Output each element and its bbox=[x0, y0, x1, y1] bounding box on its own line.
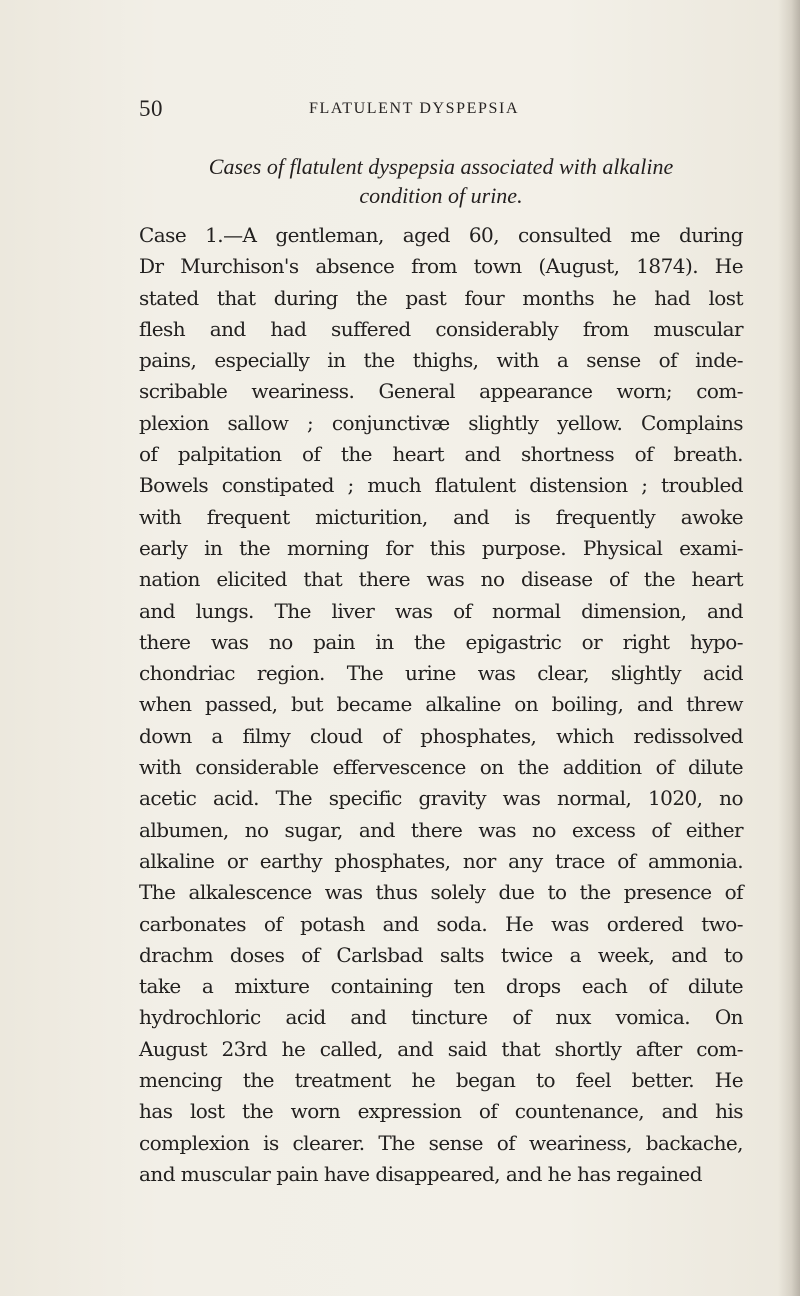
text-line: plexion sallow ; conjunctivæ slightly yellow. Complains bbox=[139, 410, 743, 435]
text-line: and muscular pain have disappeared, and he has regained bbox=[139, 1161, 702, 1186]
text-line: stated that during the past four months he had lost bbox=[139, 285, 743, 310]
page-edge-shadow bbox=[778, 0, 800, 1296]
text-line: there was no pain in the epigastric or right hypo- bbox=[139, 629, 743, 654]
text-line: down a filmy cloud of phosphates, which redissolved bbox=[139, 723, 743, 748]
text-line: mencing the treatment he began to feel better. He bbox=[139, 1068, 743, 1093]
section-title-line: Cases of flatulent dyspepsia associated with alkaline bbox=[208, 154, 674, 179]
page-number: 50 bbox=[139, 96, 163, 121]
section-title bbox=[139, 152, 743, 210]
text-line: Bowels constipated ; much flatulent distension ; troubled bbox=[139, 473, 743, 498]
text-line: with considerable effervescence on the addition of dilute bbox=[139, 755, 743, 780]
text-line: of palpitation of the heart and shortness of breath. bbox=[139, 442, 743, 467]
text-line: with frequent micturition, and is frequently awoke bbox=[139, 504, 743, 529]
text-line: has lost the worn expression of countenance, and his bbox=[139, 1099, 743, 1124]
text-line: when passed, but became alkaline on boiling, and threw bbox=[139, 692, 743, 717]
text-line: August 23rd he called, and said that shortly after com- bbox=[139, 1036, 743, 1061]
text-line: The alkalescence was thus solely due to the presence of bbox=[139, 880, 743, 905]
text-line: chondriac region. The urine was clear, slightly acid bbox=[139, 661, 743, 686]
text-line: acetic acid. The specific gravity was normal, 1020, no bbox=[139, 786, 743, 811]
text-line: albumen, no sugar, and there was no excess of either bbox=[139, 817, 743, 842]
case-paragraph bbox=[139, 220, 743, 1190]
text-line: carbonates of potash and soda. He was ordered two- bbox=[139, 911, 743, 936]
text-line: flesh and had suffered considerably from muscular bbox=[139, 316, 743, 341]
text-line: pains, especially in the thighs, with a sense of inde- bbox=[139, 348, 743, 373]
text-line: hydrochloric acid and tincture of nux vomica. On bbox=[139, 1005, 743, 1030]
text-line: take a mixture containing ten drops each of dilute bbox=[139, 974, 743, 999]
running-head-title: FLATULENT DYSPEPSIA bbox=[309, 100, 520, 117]
text-line: Case 1.—A gentleman, aged 60, consulted me during bbox=[139, 223, 743, 247]
text-line: alkaline or earthy phosphates, nor any trace of ammonia. bbox=[139, 848, 743, 873]
text-line: drachm doses of Carlsbad salts twice a week, and to bbox=[139, 942, 743, 967]
text-line: Dr Murchison's absence from town (August, 1874). He bbox=[139, 254, 743, 279]
running-head bbox=[139, 96, 699, 126]
section-title-line: condition of urine. bbox=[359, 183, 523, 208]
text-line: scribable weariness. General appearance worn; com- bbox=[139, 379, 743, 404]
text-line: early in the morning for this purpose. Physical exami- bbox=[139, 535, 743, 560]
text-line: complexion is clearer. The sense of weariness, backache, bbox=[139, 1130, 743, 1155]
text-line: nation elicited that there was no disease of the heart bbox=[139, 567, 743, 592]
text-line: and lungs. The liver was of normal dimension, and bbox=[139, 598, 743, 623]
